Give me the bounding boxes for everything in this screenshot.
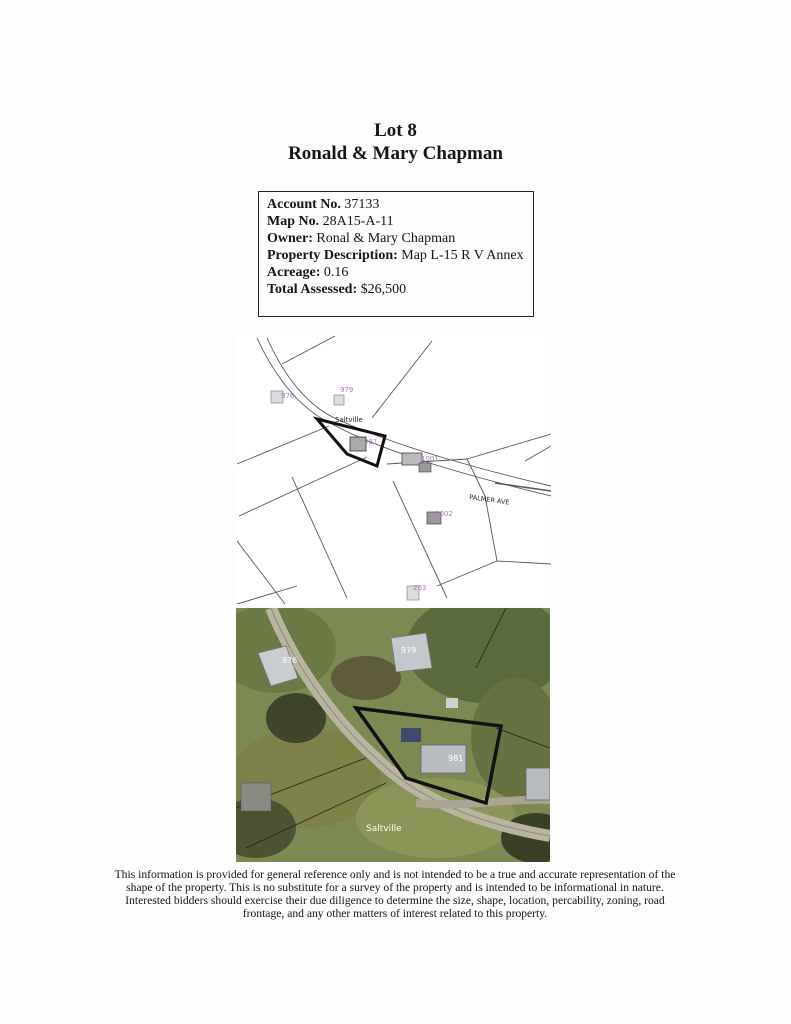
description-row: Property Description: Map L-15 R V Annex [267, 248, 524, 263]
map-value: 28A15-A-11 [322, 214, 394, 229]
aerial-label-979: 979 [401, 646, 417, 655]
assessed-value: $26,500 [360, 282, 407, 297]
label-976: 976 [281, 392, 295, 400]
account-value: 37133 [344, 197, 380, 212]
account-row: Account No. 37133 [267, 197, 380, 212]
lot-title: Lot 8 [374, 120, 417, 141]
map-row: Map No. 28A15-A-11 [267, 214, 394, 229]
label-981: 981 [364, 438, 378, 446]
building-979 [334, 395, 344, 405]
parcel-map [237, 336, 551, 604]
street-label: PALMER AVE [468, 493, 510, 507]
acreage-value: 0.16 [323, 265, 349, 280]
aerial-label-981: 981 [448, 754, 464, 763]
property-info-box [258, 191, 534, 317]
label-1002: 1002 [435, 510, 453, 518]
acreage-row: Acreage: 0.16 [267, 265, 349, 280]
owner-title: Ronald & Mary Chapman [288, 143, 503, 164]
description-value: Map L-15 R V Annex [401, 248, 524, 263]
disclaimer-text: This information is provided for general reference only and is not intended to be a true and accurate representation of the shape of the property. This is no substitute for a survey of the property and is intended to be informational in nature. Interested bidders should exercise their due diligence to determine the size, shape, location, percability, zoning, road frontage, and any other matters of interest related to this property. [114, 868, 676, 920]
owner-row: Owner: Ronal & Mary Chapman [267, 231, 456, 246]
label-1001: 1001 [421, 455, 439, 463]
aerial-label-976: 976 [282, 656, 298, 665]
aerial-photo [236, 608, 550, 862]
label-203: 203 [413, 584, 427, 592]
town-label: Saltville [335, 416, 363, 424]
label-979: 979 [340, 386, 354, 394]
aerial-town-label: Saltville [366, 824, 402, 834]
owner-value: Ronal & Mary Chapman [316, 231, 456, 246]
assessed-row: Total Assessed: $26,500 [267, 282, 407, 297]
